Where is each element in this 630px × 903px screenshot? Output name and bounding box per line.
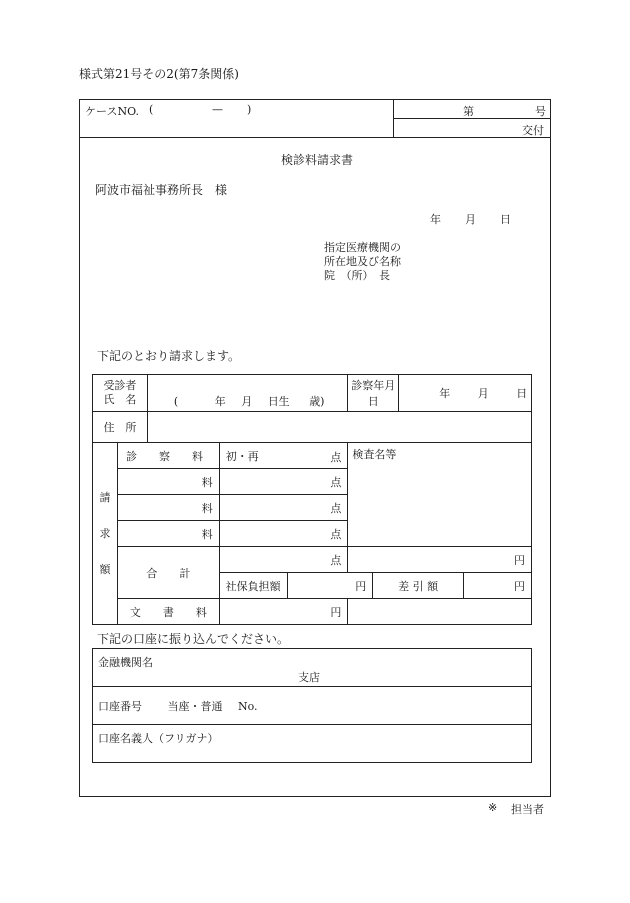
account-no-label: No. xyxy=(238,699,258,713)
fee-row-unit: 点 xyxy=(330,501,342,515)
bank-account-field[interactable] xyxy=(93,687,532,725)
document-fee-unit: 円 xyxy=(330,605,342,619)
billing-side-char-3: 額 xyxy=(99,562,111,576)
account-holder-label: 口座名義人（フリガナ） xyxy=(98,732,219,745)
account-number-label: 口座番号 xyxy=(98,699,142,713)
age: 歳) xyxy=(309,395,325,408)
deduction-unit: 円 xyxy=(514,579,525,593)
bank-institution-field[interactable] xyxy=(93,649,532,687)
fee-row-field[interactable] xyxy=(219,495,348,521)
patient-name-label-cell xyxy=(93,375,148,412)
form-number: 様式第21号その2(第7条関係) xyxy=(79,67,239,81)
billing-side-label xyxy=(93,443,118,625)
document-fee-blank xyxy=(348,599,532,625)
document-fee-field[interactable] xyxy=(219,599,348,625)
total-label: 合 計 xyxy=(117,547,219,599)
date-month: 月 xyxy=(465,213,476,226)
deduction-label: 差 引 額 xyxy=(373,573,464,599)
case-no-label: ケースNO. xyxy=(85,105,139,118)
fee-row-field[interactable] xyxy=(219,469,348,495)
total-points-field[interactable] xyxy=(219,547,348,573)
exam-month: 月 xyxy=(477,387,489,400)
fee-row-field[interactable] xyxy=(219,443,348,469)
fee-row-label: 料 xyxy=(117,469,219,495)
addressee: 阿波市福祉事務所長 様 xyxy=(95,183,228,197)
fee-row-unit: 点 xyxy=(330,527,342,541)
exam-day: 日 xyxy=(516,387,528,400)
number-dai: 第 xyxy=(463,105,474,118)
case-no-paren-close: ) xyxy=(247,103,252,116)
fee-row-field[interactable] xyxy=(219,521,348,547)
date-day: 日 xyxy=(500,213,511,226)
bank-table xyxy=(92,648,532,763)
bank-intro: 下記の口座に振り込んでください。 xyxy=(97,632,290,646)
page-title: 検診料請求書 xyxy=(281,153,354,167)
social-insurance-label: 社保負担額 xyxy=(219,573,287,599)
fee-row-label: 診 察 料 xyxy=(117,443,219,469)
institution-line-3: 院 （所） 長 xyxy=(324,269,390,282)
birth-year: 年 xyxy=(214,395,226,408)
deduction-field[interactable] xyxy=(464,573,532,599)
fee-row-unit: 点 xyxy=(330,451,342,464)
patient-name-label-2: 氏 名 xyxy=(103,393,137,406)
birth-day: 日生 xyxy=(267,395,290,408)
account-type-label: 当座・普通 xyxy=(167,699,223,713)
exam-date-label: 診察年月日 xyxy=(348,375,399,412)
fee-row-unit: 点 xyxy=(330,475,342,489)
social-insurance-unit: 円 xyxy=(355,579,367,593)
bank-institution-label: 金融機関名 xyxy=(98,656,153,669)
institution-line-2: 所在地及び名称 xyxy=(324,255,401,268)
exam-names-label: 検査名等 xyxy=(352,448,397,461)
patient-name-label-1: 受診者 xyxy=(103,379,137,392)
date-year: 年 xyxy=(430,213,441,226)
address-field[interactable] xyxy=(147,412,531,443)
case-no-paren-open: ( xyxy=(149,103,154,116)
total-unit: 点 xyxy=(330,553,342,567)
total-yen-unit: 円 xyxy=(514,553,525,567)
footer-person: 担当者 xyxy=(511,803,544,816)
header-divider xyxy=(79,137,551,138)
billing-side-char-2: 求 xyxy=(99,526,111,540)
footer-mark: ※ xyxy=(488,801,498,814)
number-go: 号 xyxy=(535,105,546,118)
address-label: 住 所 xyxy=(93,412,148,443)
social-insurance-field[interactable] xyxy=(287,573,373,599)
institution-line-1: 指定医療機関の xyxy=(324,241,401,254)
case-no-dash: — xyxy=(212,103,223,116)
birth-open: ( xyxy=(173,395,179,408)
bank-branch-label: 支店 xyxy=(298,671,320,684)
exam-year: 年 xyxy=(439,387,451,400)
birth-month: 月 xyxy=(241,395,253,408)
account-holder-field[interactable] xyxy=(93,725,532,763)
issued-label: 交付 xyxy=(522,124,544,137)
exam-date-field[interactable] xyxy=(399,375,532,412)
fee-row-label: 料 xyxy=(117,495,219,521)
fee-row-detail: 初・再 xyxy=(225,449,259,463)
exam-names-cell[interactable] xyxy=(348,443,532,547)
patient-name-field[interactable] xyxy=(147,375,347,412)
fee-row-label: 料 xyxy=(117,521,219,547)
request-text: 下記のとおり請求します。 xyxy=(97,349,241,363)
billing-table xyxy=(92,374,532,625)
total-yen-field[interactable] xyxy=(348,547,532,573)
billing-side-char-1: 請 xyxy=(99,490,111,504)
document-fee-label: 文 書 料 xyxy=(117,599,219,625)
